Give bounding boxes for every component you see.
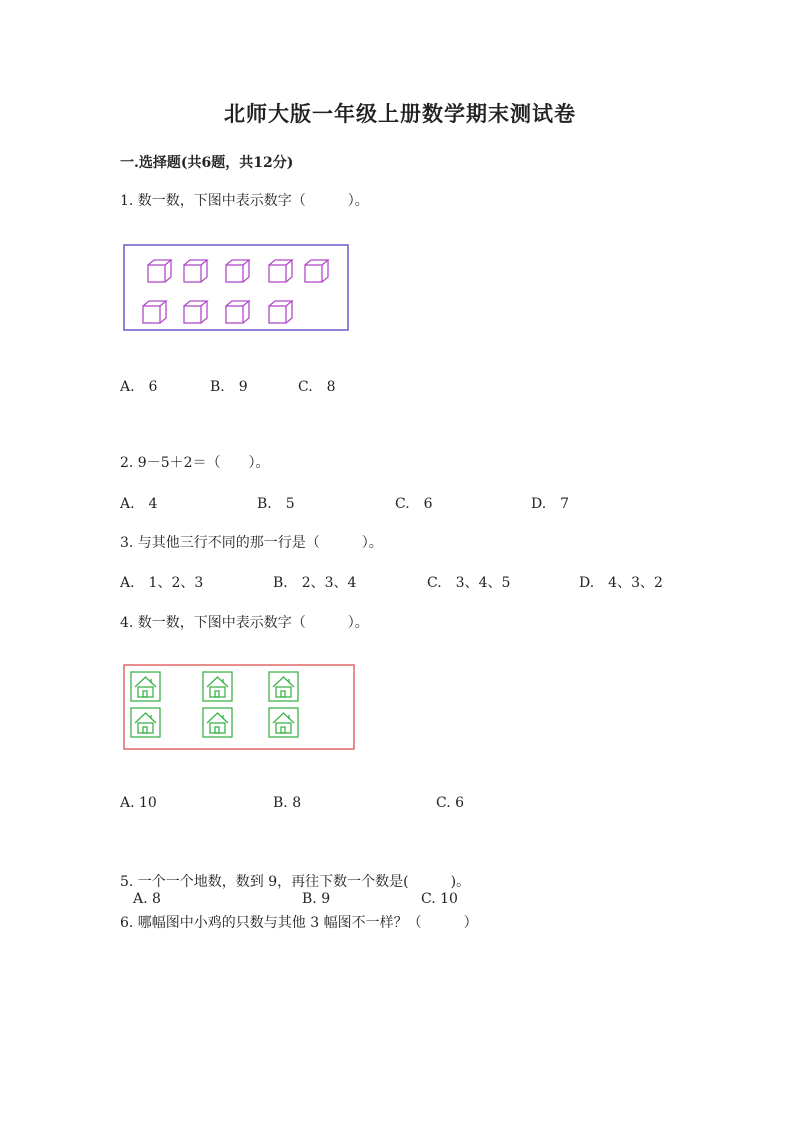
question-1-option-b[interactable]: B. 9 <box>210 379 248 395</box>
question-5-option-a[interactable]: A. 8 <box>133 891 161 907</box>
question-4-option-b[interactable]: B. 8 <box>273 795 302 811</box>
question-3-option-d[interactable]: D. 4、3、2 <box>579 575 663 591</box>
question-2-option-c[interactable]: C. 6 <box>395 496 433 512</box>
question-6-stem: 6. 哪幅图中小鸡的只数与其他 3 幅图不一样？（ ） <box>120 915 478 931</box>
page-title: 北师大版一年级上册数学期末测试卷 <box>224 101 576 126</box>
question-5-option-c[interactable]: C. 10 <box>421 891 458 907</box>
question-3-option-a[interactable]: A. 1、2、3 <box>120 575 204 591</box>
question-1-stem: 1. 数一数，下图中表示数字（ ）。 <box>120 193 369 209</box>
question-4-option-a[interactable]: A. 10 <box>120 795 157 811</box>
section-heading: 一.选择题(共6题，共12分) <box>120 155 294 171</box>
question-5-option-b[interactable]: B. 9 <box>302 891 331 907</box>
question-2-option-b[interactable]: B. 5 <box>257 496 295 512</box>
question-5-stem: 5. 一个一个地数，数到 9，再往下数一个数是( )。 <box>120 874 471 890</box>
question-3-option-b[interactable]: B. 2、3、4 <box>273 575 357 591</box>
question-4-stem: 4. 数一数，下图中表示数字（ ）。 <box>120 615 369 631</box>
question-3-stem: 3. 与其他三行不同的那一行是（ ）。 <box>120 535 383 551</box>
question-1-figure <box>123 244 350 332</box>
question-4-figure <box>123 664 357 752</box>
question-2-option-d[interactable]: D. 7 <box>531 496 570 512</box>
figure-border <box>124 245 348 330</box>
question-2-stem: 2. 9－5＋2＝（ ）。 <box>120 455 270 471</box>
question-2-option-a[interactable]: A. 4 <box>120 496 158 512</box>
question-1-option-a[interactable]: A. 6 <box>120 379 158 395</box>
question-4-option-c[interactable]: C. 6 <box>436 795 465 811</box>
question-1-option-c[interactable]: C. 8 <box>298 379 336 395</box>
question-3-option-c[interactable]: C. 3、4、5 <box>427 575 511 591</box>
